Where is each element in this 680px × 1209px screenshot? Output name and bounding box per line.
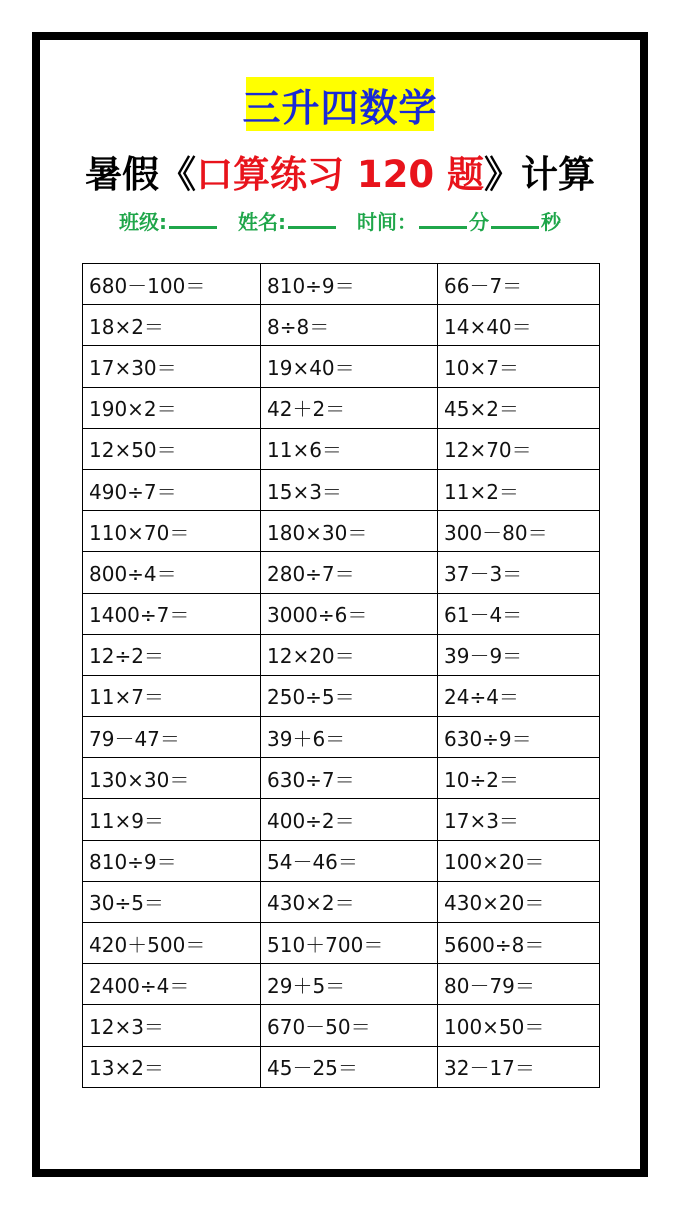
table-row: [83, 552, 600, 593]
problem-cell: 8÷8＝: [261, 305, 438, 346]
problem-cell: 12÷2＝: [83, 634, 261, 675]
problem-cell: 24÷4＝: [438, 675, 600, 716]
problem-cell: 14×40＝: [438, 305, 600, 346]
problems-table: [82, 263, 600, 1088]
problem-cell: 630÷9＝: [438, 717, 600, 758]
seconds-label: 秒: [540, 210, 561, 234]
problem-cell: 15×3＝: [261, 469, 438, 510]
problem-cell: 61－4＝: [438, 593, 600, 634]
table-row: [83, 1005, 600, 1046]
problem-cell: 10÷2＝: [438, 758, 600, 799]
problem-cell: 430×20＝: [438, 881, 600, 922]
table-row: [83, 1046, 600, 1087]
minutes-label: 分: [468, 210, 489, 234]
problem-cell: 19×40＝: [261, 346, 438, 387]
name-label: 姓名:: [238, 210, 286, 234]
table-row: [83, 593, 600, 634]
problem-cell: 39－9＝: [438, 634, 600, 675]
table-row: [83, 511, 600, 552]
grade-title-banner: [242, 77, 438, 131]
problem-cell: 510＋700＝: [261, 923, 438, 964]
worksheet-subtitle: [0, 144, 680, 198]
problem-cell: 1400÷7＝: [83, 593, 261, 634]
subtitle-highlight: 口算练习 120 题: [196, 153, 484, 196]
problem-cell: 11×9＝: [83, 799, 261, 840]
problem-cell: 420＋500＝: [83, 923, 261, 964]
problem-cell: 10×7＝: [438, 346, 600, 387]
problem-cell: 2400÷4＝: [83, 964, 261, 1005]
table-row: [83, 346, 600, 387]
problem-cell: 32－17＝: [438, 1046, 600, 1087]
problem-cell: 400÷2＝: [261, 799, 438, 840]
problem-cell: 37－3＝: [438, 552, 600, 593]
time-label: 时间：: [356, 210, 417, 234]
problem-cell: 810÷9＝: [83, 840, 261, 881]
student-info-line: [0, 206, 680, 235]
name-blank[interactable]: [288, 212, 336, 229]
problem-cell: 810÷9＝: [261, 264, 438, 305]
problem-cell: 300－80＝: [438, 511, 600, 552]
problem-cell: 5600÷8＝: [438, 923, 600, 964]
problem-cell: 100×20＝: [438, 840, 600, 881]
problem-cell: 17×30＝: [83, 346, 261, 387]
problem-cell: 130×30＝: [83, 758, 261, 799]
problem-cell: 54－46＝: [261, 840, 438, 881]
problem-cell: 17×3＝: [438, 799, 600, 840]
problem-cell: 18×2＝: [83, 305, 261, 346]
table-row: [83, 264, 600, 305]
problem-cell: 45－25＝: [261, 1046, 438, 1087]
seconds-blank[interactable]: [491, 212, 539, 229]
problem-cell: 11×7＝: [83, 675, 261, 716]
problem-cell: 29＋5＝: [261, 964, 438, 1005]
problem-cell: 630÷7＝: [261, 758, 438, 799]
problem-cell: 45×2＝: [438, 387, 600, 428]
problem-cell: 12×50＝: [83, 428, 261, 469]
minutes-blank[interactable]: [419, 212, 467, 229]
problem-cell: 180×30＝: [261, 511, 438, 552]
table-row: [83, 387, 600, 428]
problem-cell: 280÷7＝: [261, 552, 438, 593]
problem-cell: 190×2＝: [83, 387, 261, 428]
subtitle-prefix: 暑假《: [85, 153, 196, 196]
table-row: [83, 675, 600, 716]
problem-cell: 3000÷6＝: [261, 593, 438, 634]
problem-cell: 490÷7＝: [83, 469, 261, 510]
problem-cell: 430×2＝: [261, 881, 438, 922]
table-row: [83, 469, 600, 510]
problem-cell: 30÷5＝: [83, 881, 261, 922]
problem-cell: 79－47＝: [83, 717, 261, 758]
subtitle-suffix: 》计算: [484, 153, 595, 196]
problem-cell: 66－7＝: [438, 264, 600, 305]
table-row: [83, 881, 600, 922]
table-row: [83, 799, 600, 840]
problem-cell: 800÷4＝: [83, 552, 261, 593]
problem-cell: 39＋6＝: [261, 717, 438, 758]
table-row: [83, 840, 600, 881]
table-row: [83, 634, 600, 675]
table-row: [83, 964, 600, 1005]
class-blank[interactable]: [169, 212, 217, 229]
problem-cell: 80－79＝: [438, 964, 600, 1005]
problem-cell: 42＋2＝: [261, 387, 438, 428]
problem-cell: 680－100＝: [83, 264, 261, 305]
table-row: [83, 923, 600, 964]
problem-cell: 12×3＝: [83, 1005, 261, 1046]
problem-cell: 12×20＝: [261, 634, 438, 675]
problem-cell: 250÷5＝: [261, 675, 438, 716]
table-row: [83, 428, 600, 469]
class-label: 班级:: [119, 210, 168, 234]
table-row: [83, 717, 600, 758]
problem-cell: 13×2＝: [83, 1046, 261, 1087]
problem-cell: 670－50＝: [261, 1005, 438, 1046]
grade-title: 三升四数学: [242, 85, 438, 130]
table-row: [83, 305, 600, 346]
problem-cell: 100×50＝: [438, 1005, 600, 1046]
problem-cell: 11×2＝: [438, 469, 600, 510]
problem-cell: 11×6＝: [261, 428, 438, 469]
problem-cell: 110×70＝: [83, 511, 261, 552]
problem-cell: 12×70＝: [438, 428, 600, 469]
table-row: [83, 758, 600, 799]
